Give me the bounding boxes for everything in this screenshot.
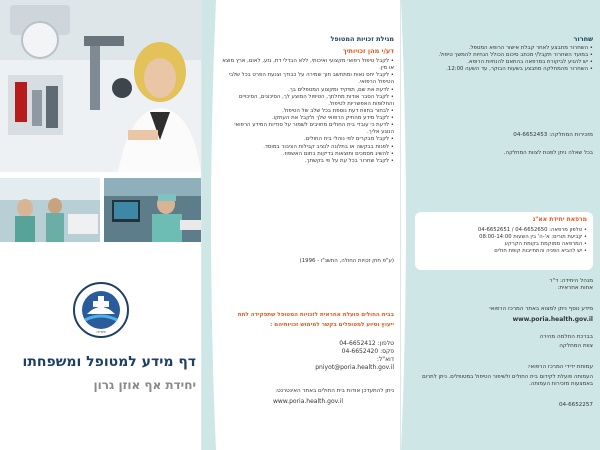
site-note: ניתן להתעדכן אודות בית החולים באתר האינטרנט: xyxy=(275,388,394,394)
friends-title: עמותת ידידי המרכז הרפואי: xyxy=(527,364,593,370)
rights-item: • לדעת כי עובדי בית החולים מחויבים לשמור על סודיות המידע הרפואי הנוגע אליך. xyxy=(222,122,394,136)
rights-item: • לפנות בבקשה או בתלונה לנציב קבילות הציבור במוסד. xyxy=(222,144,394,151)
contact-intro-1: בבית החולים פועלת אחראית לזכויות המטופל שתפקידה לתת xyxy=(237,312,394,318)
rights-panel xyxy=(201,0,400,450)
clinic-line: • קביעת תורים: א'-ה' בין השעות 08:00-14:00 xyxy=(421,234,587,241)
staff-photo xyxy=(0,178,100,242)
rights-item: • לקבל הסבר אודות מחלתך, הטיפול המוצע לך, הסיכונים, הסיכויים והחלופות האפשריות לטיפול. xyxy=(222,94,394,108)
discharge-heading: שחרור xyxy=(573,35,593,43)
discharge-item: • השחרור מתבצע לאחר קבלת אישור הרופא המטפל. xyxy=(415,45,593,52)
rights-item: • להשיג מסמכים ותוצאות בדיקות בתום האשפוז. xyxy=(222,151,394,158)
unit-staff xyxy=(415,278,593,293)
discharge-item: • יש להגיע לביקורת במרפאה בהתאם להנחיות הרופא. xyxy=(415,59,593,66)
discharge-note: בכל שאלה ניתן לפנות לצוות המחלקה. xyxy=(503,150,593,156)
discharge-panel xyxy=(400,0,600,450)
clinic-line: • טלפון מרפאה: 04-6652650 / 04-6652651 xyxy=(421,227,587,234)
fax-label: פקס: xyxy=(380,347,394,355)
contact-email-link[interactable]: pniyot@poria.health.gov.il xyxy=(315,363,394,371)
director-label: מנהל היחידה: xyxy=(559,278,593,284)
rights-item: • לקבל מבקרים לפי נוהלי בית החולים. xyxy=(222,136,394,143)
contact-phone-row xyxy=(222,340,394,348)
nurse-row xyxy=(415,285,593,292)
contact-fax-row xyxy=(222,348,394,356)
svg-text:פוריה: פוריה xyxy=(96,329,106,334)
rights-item: • לדעת את שם, תפקיד ומקצוע המטפלים בך. xyxy=(222,87,394,94)
clinic-line: • המרפאה ממוקמת בקומת הקרקע xyxy=(421,241,587,248)
site-link[interactable]: www.poria.health.gov.il xyxy=(273,398,343,405)
discharge-list xyxy=(415,45,593,74)
friends-text: העמותה פועלת לקידום בית החולים ולשיפור הטיפול במטופלים. ניתן לתרום באמצעות מזכירות העמותה. xyxy=(422,374,593,388)
secretary-row xyxy=(415,132,593,139)
rights-item: • לקבל יחס נאות ומתחשב תוך שמירה על כבודך וצנעת הפרט בכל שלבי הטיפול הרפואי. xyxy=(222,72,394,86)
surgeon-photo xyxy=(104,178,201,242)
rights-item: • לקבל מידע מהתיק הרפואי שלך ולקבל את העתקו. xyxy=(222,115,394,122)
wish-line-1: בברכת החלמה מהירה xyxy=(539,334,593,340)
rights-heading: מגילת זכויות המטופל xyxy=(330,35,394,43)
clinic-list xyxy=(421,227,587,255)
doctor-photo xyxy=(0,0,201,172)
rights-item: • לקבל שחרור בכל עת על פי בקשתך. xyxy=(222,158,394,165)
discharge-item: • במועד השחרור תקבל/י מכתב סיכום הכולל הנחיות להמשך טיפול. xyxy=(415,52,593,59)
contact-email-label: דוא"ל: xyxy=(376,355,394,363)
discharge-item: • השחרור מהמחלקה מתבצע בשעות הבוקר, עד השעה 12:00. xyxy=(415,66,593,73)
nurse-label: אחות אחראית: xyxy=(557,285,593,292)
cover-panel xyxy=(0,0,201,450)
wish-line-2: צוות המחלקה xyxy=(559,343,593,349)
director-row xyxy=(415,278,593,285)
phone-value: 04-6652412 xyxy=(339,340,376,347)
fax-value: 04-6652420 xyxy=(341,347,379,355)
info-line: מידע נוסף ניתן למצוא באתר המרכז הרפואי xyxy=(489,306,593,312)
rights-subheading: דע/י מהן זכויותיך xyxy=(342,47,394,55)
brochure-subtitle: יחידת אף אוזן גרון xyxy=(93,378,196,392)
contact-intro-2: ייעוץ וסיוע למטופלים בקשר למימוש זכויותיהם : xyxy=(270,322,394,328)
contact-details xyxy=(222,340,394,372)
clinic-heading: מרפאת יחידת אא"ג xyxy=(532,216,587,223)
secretary-label: מזכירות המחלקה: xyxy=(549,132,593,138)
rights-list xyxy=(222,58,394,165)
rights-source: (ע"פ חוק זכויות החולה, התשנ"ו - 1996) xyxy=(299,258,394,264)
director-name: ד"ר xyxy=(549,278,559,284)
secretary-phone: 04-6652453 xyxy=(513,132,548,138)
clinic-line: • יש להביא הפניה והתחייבות קופת חולים xyxy=(421,248,587,255)
phone-label: טלפון: xyxy=(377,340,394,347)
friends-phone: 04-6652257 xyxy=(558,402,593,408)
rights-item: • לבחור בחוות דעת נוספת בכל שלב של הטיפול. xyxy=(222,108,394,115)
rights-item: • לקבל טיפול רפואי מקצועי ואיכותי, ללא הבדלי דת, גזע, לאום, ארץ מוצא או מין. xyxy=(222,58,394,72)
brochure-title: דף מידע למטופל ומשפחתו xyxy=(22,354,196,370)
footer-site-link[interactable]: www.poria.health.gov.il xyxy=(512,316,593,323)
hospital-logo xyxy=(73,282,129,338)
